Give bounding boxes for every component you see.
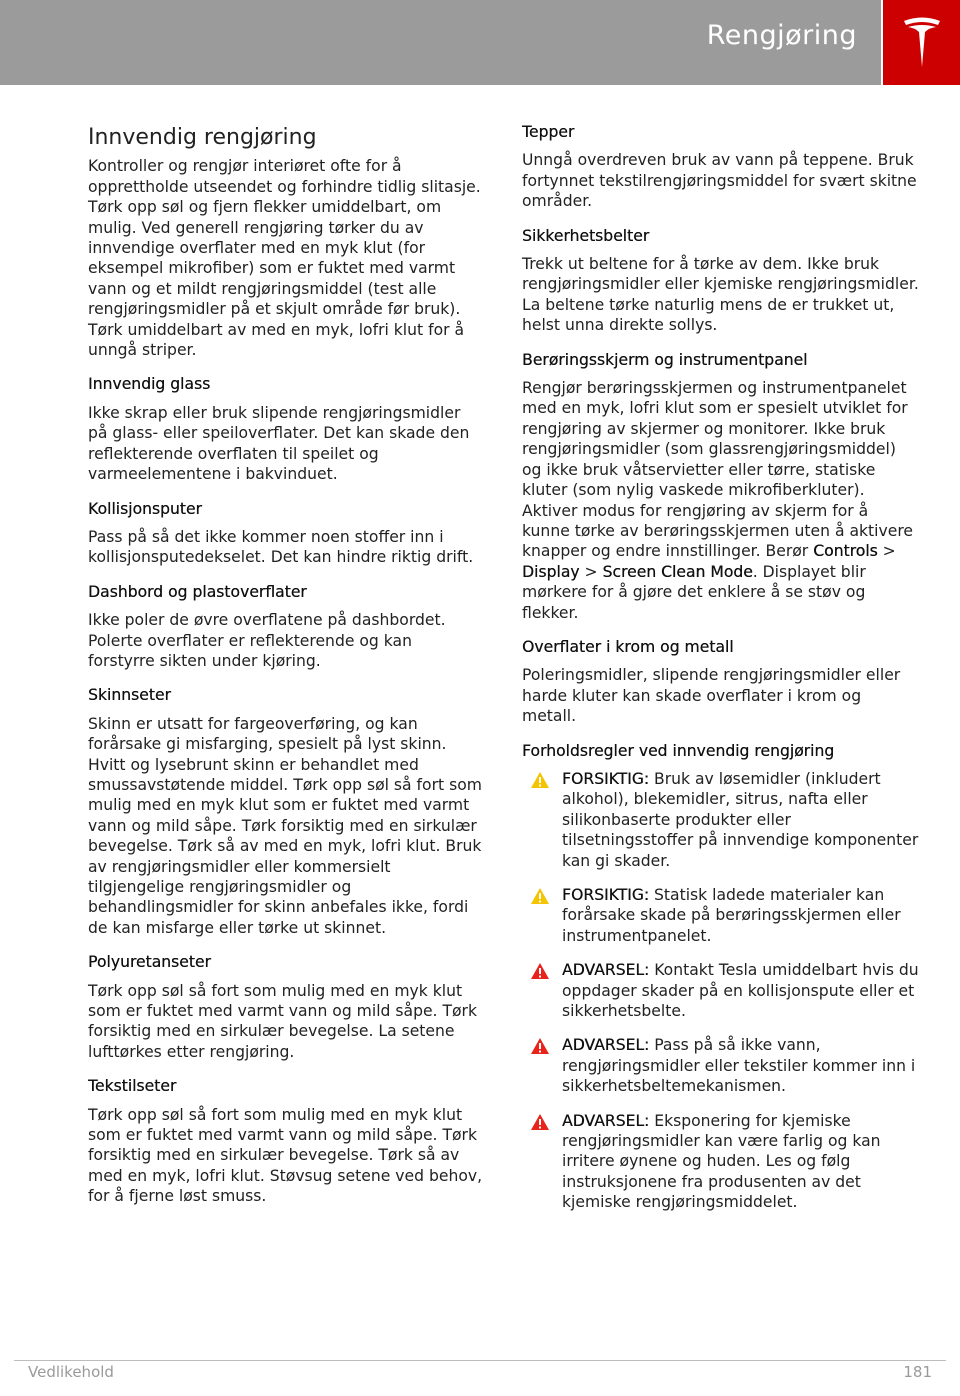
- screen-paragraph: [522, 378, 920, 623]
- warning-icon: [530, 1113, 550, 1131]
- screen-heading: Berøringsskjerm og instrumentpanel: [522, 350, 808, 369]
- notice: [522, 960, 920, 1021]
- ui-screen-clean-mode: Screen Clean Mode: [602, 562, 753, 581]
- intro-paragraph: Kontroller og rengjør interiøret ofte for å opprettholde utseendet og forhindre tidlig slitasje. Tørk opp søl og fjern flekker umiddelbart, om mulig. Ved generell rengjøring tørker du av innvendige overflater med en myk klut (for eksempel mikrofiber) som er fuktet med varmt vann og et mildt rengjøringsmiddel (test alle rengjøringsmidler på et skjult område før bruk). Tørk umiddelbart av med en myk, lofri klut for å unngå striper.: [88, 157, 481, 360]
- caution-icon: [530, 771, 550, 789]
- page-number: 181: [903, 1363, 932, 1381]
- section-heading: Skinnseter: [88, 686, 171, 705]
- section-paragraph: Tørk opp søl så fort som mulig med en myk klut som er fuktet med varmt vann og mild såpe. Tørk forsiktig med en sirkulær bevegelse. La setene lufttørkes etter rengjøring.: [88, 981, 477, 1061]
- notice-text: Pass på så ikke vann, rengjøringsmidler eller tekstiler kommer inn i sikkerhetsbeltemekanismen.: [562, 1036, 916, 1096]
- notice-body: [562, 885, 920, 946]
- right-column: [522, 122, 920, 1227]
- section-title: Innvendig rengjøring: [88, 125, 317, 150]
- left-column: [88, 122, 483, 1221]
- section-paragraph: Skinn er utsatt for fargeoverføring, og kan forårsake gi misfarging, spesielt på lyst skinn. Hvitt og lysebrunt skinn er behandlet med smussavstøtende middel. Tørk opp søl så fort som mulig med en myk klut som er fuktet med varmt vann og mild såpe. Tørk forsiktig med en sirkulær bevegelse. Tørk så av med en myk, lofri klut. Bruk av rengjøringsmidler eller kommersielt tilgjengelige rengjøringsmidler og behandlingsmidler for skinn anbefales ikke, fordi de kan misfarge eller tørke ut skinnet.: [88, 714, 482, 937]
- section-heading: Dashbord og plastoverflater: [88, 582, 307, 601]
- left-section-list: [88, 374, 483, 1206]
- precautions-heading: Forholdsregler ved innvendig rengjøring: [522, 741, 835, 760]
- caution-icon: [530, 887, 550, 905]
- notice: [522, 1035, 920, 1096]
- chrome-paragraph: Poleringsmidler, slipende rengjøringsmidler eller harde kluter kan skade overflater i krom og metall.: [522, 666, 901, 726]
- chrome-heading: Overflater i krom og metall: [522, 637, 734, 656]
- notice-body: [562, 769, 920, 871]
- section-paragraph: Unngå overdreven bruk av vann på teppene. Bruk fortynnet tekstilrengjøringsmiddel for svært skitne områder.: [522, 151, 917, 211]
- screen-text-end: . Displayet blir mørkere for å gjøre det enklere å se støv og flekker.: [522, 562, 866, 622]
- warning-icon: [530, 962, 550, 980]
- notice: [522, 769, 920, 871]
- section-heading: Kollisjonsputer: [88, 499, 202, 518]
- section-heading: Sikkerhetsbelter: [522, 226, 650, 245]
- tesla-logo-icon: [902, 15, 942, 69]
- notice-body: [562, 1111, 920, 1213]
- footer-divider: [14, 1360, 946, 1361]
- page-title: Rengjøring: [706, 20, 857, 51]
- header-bar: [0, 0, 881, 85]
- section-paragraph: Tørk opp søl så fort som mulig med en myk klut som er fuktet med varmt vann og mild såpe. Tørk forsiktig med en sirkulær bevegelse. Tørk så av med en myk, lofri klut. Støvsug setene ved behov, for å fjerne løst smuss.: [88, 1105, 483, 1206]
- footer-section: Vedlikehold: [28, 1363, 114, 1381]
- ui-separator: >: [877, 542, 896, 561]
- section-heading: Tekstilseter: [88, 1077, 177, 1096]
- notice-text: Kontakt Tesla umiddelbart hvis du oppdager skader på en kollisjonspute eller et sikkerhetsbelte.: [562, 961, 919, 1021]
- section-heading: Innvendig glass: [88, 375, 211, 394]
- notice-label: ADVARSEL:: [562, 961, 650, 980]
- notice-text: Bruk av løsemidler (inkludert alkohol), blekemidler, sitrus, nafta eller silikonbaserte produkter eller tilsetningsstoffer på innvendige komponenter kan gi skader.: [562, 769, 919, 870]
- warning-icon: [530, 1037, 550, 1055]
- notice-body: [562, 1035, 920, 1096]
- ui-display: Display: [522, 562, 580, 581]
- right-section-list: [522, 122, 920, 336]
- section-paragraph: Ikke skrap eller bruk slipende rengjøringsmidler på glass- eller speiloverflater. Det kan skade den reflekterende overflaten til speilet og varmeelementene i bakvinduet.: [88, 403, 470, 484]
- logo-box: [883, 0, 960, 85]
- notice-text: Eksponering for kjemiske rengjøringsmidler kan være farlig og kan irritere øynene og huden. Les og følg instruksjonene fra produsenten av det kjemiske rengjøringsmiddelet.: [562, 1111, 881, 1212]
- notice-label: FORSIKTIG:: [562, 886, 650, 904]
- notice-body: [562, 960, 920, 1021]
- section-paragraph: Ikke poler de øvre overflatene på dashbordet. Polerte overflater er reflekterende og kan forstyrre sikten under kjøring.: [88, 611, 446, 670]
- section-heading: Tepper: [522, 123, 575, 141]
- ui-separator: >: [579, 562, 603, 581]
- notice: [522, 885, 920, 946]
- ui-controls: Controls: [813, 542, 878, 561]
- notice-label: ADVARSEL:: [562, 1036, 650, 1055]
- section-paragraph: Pass på så det ikke kommer noen stoffer inn i kollisjonsputedekselet. Det kan hindre riktig drift.: [88, 527, 474, 567]
- notice-label: ADVARSEL:: [562, 1111, 650, 1130]
- section-heading: Polyuretanseter: [88, 953, 211, 972]
- notice-text: Statisk ladede materialer kan forårsake skade på berøringsskjermen eller instrumentpanelet.: [562, 886, 901, 945]
- screen-text: Rengjør berøringsskjermen og instrumentpanelet med en myk, lofri klut som er spesielt utviklet for rengjøring av skjermer og monitorer. Ikke bruk rengjøringsmidler (som glassrengjøringsmiddel) og ikke bruk våtservietter eller tørre, statiske kluter (som nylig vaskede mikrofiberkluter). Aktiver modus for rengjøring av skjerm for å kunne tørke av berøringsskjermen uten å aktivere knapper og endre innstillinger. Berør: [522, 379, 913, 561]
- notice-label: FORSIKTIG:: [562, 769, 650, 788]
- notice: [522, 1111, 920, 1213]
- section-paragraph: Trekk ut beltene for å tørke av dem. Ikke bruk rengjøringsmidler eller kjemiske rengjøringsmidler. La beltene tørke naturlig mens de er trukket ut, helst unna direkte sollys.: [522, 255, 919, 335]
- notice-list: [522, 769, 920, 1213]
